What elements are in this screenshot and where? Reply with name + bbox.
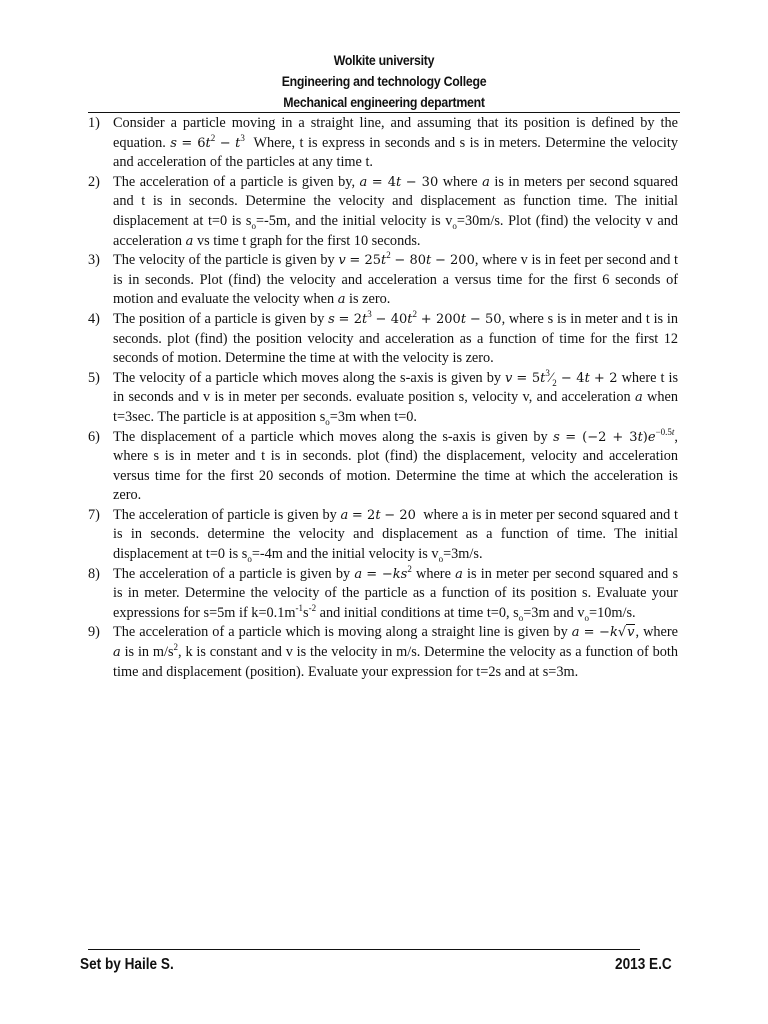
problem-text: The acceleration of particle is given by a = 2t − 20 where a is in meter per second squared and t is in seconds. determine the velocity and displacement as a function of time. The initial displacement at t=0 is $s_o=-4m$ and the initial velocity is $v_o=3m/s$. [113, 506, 678, 564]
problem-number: 5) [88, 369, 100, 386]
problem-number: 9) [88, 624, 100, 641]
department-name: Mechanical engineering department [283, 94, 485, 110]
problem-text: The position of a particle is given by $s = 2t^3 - 40t^2 + 200t - 50$, where s is in meter and t is in seconds. plot (find) the position velocity and acceleration as a function of time for the first 12 seconds of motion. Determine the time at with the velocity is zero. [113, 309, 678, 367]
problem-item [88, 623, 678, 682]
problem-item [88, 565, 678, 624]
problem-text: The velocity of the particle is given by $v = 25t^2 - 80t - 200$, where v is in feet per second and t is in seconds. Plot (find) the velocity and acceleration a versus time for the first 6 seconds of motion and evaluate the velocity when a is zero. [113, 250, 679, 308]
header-divider [88, 112, 680, 113]
university-name: Wolkite university [333, 52, 435, 68]
problem-item [88, 428, 678, 506]
problem-item [88, 114, 678, 173]
problem-number: 3) [88, 252, 100, 269]
problem-text: The velocity of a particle which moves along the s-axis is given by $v = 5t^3⁄_2 - 4t + 2$ where t is in seconds and v is in meter per seconds. evaluate position s, velocity v, and acceleration a when t=3sec. The particle is at apposition $s_o=3m$ when t=0. [113, 367, 679, 427]
problem-item [88, 506, 678, 565]
footer-divider [88, 949, 640, 950]
problem-text: The acceleration of a particle is given by $a = -ks^2$ where a is in meter per second squared and s is in meter. Determine the velocity of the particle as a function of its position s. Evaluate your expressions for s=5m if $k=0.1m^{-1}s^{-2}$ and initial conditions at time t=0, $s_o=3m$ and $v_o=10m/s$. [113, 563, 679, 623]
problem-text: The acceleration of a particle which is moving along a straight line is given by a = −k√v, where a is in $m/s^2$, k is constant and v is the velocity in m/s. Determine the velocity as a function of both time and displacement (position). Evaluate your expression for t=2s and at s=3m. [113, 624, 678, 680]
college-name: Engineering and technology College [281, 73, 487, 89]
problem-number: 4) [88, 310, 100, 327]
problem-item [88, 251, 678, 310]
problem-list [88, 114, 678, 682]
academic-year: 2013 E.C [615, 956, 672, 973]
problem-number: 6) [88, 428, 100, 445]
problem-item [88, 310, 678, 369]
problem-text: The displacement of a particle which moves along the s-axis is given by $s = (-2 + 3t)e^{-0.5t}$, where s is in meter and t is in seconds. plot (find) the displacement, velocity and acceleration versus time for the first 20 seconds of motion. Determine the time at which the acceleration is zero. [113, 426, 678, 504]
author-credit: Set by Haile S. [80, 956, 174, 973]
problem-item [88, 173, 678, 251]
problem-number: 8) [88, 565, 100, 582]
problem-number: 2) [88, 173, 100, 190]
document-header [46, 50, 722, 113]
problem-item [88, 369, 678, 428]
problem-text: Consider a particle moving in a straight line, and assuming that its position is defined by the equation. $s = 6t^2 - t^3$ Where, t is express in seconds and s is in meters. Determine the velocity and acceleration of the particles at any time t. [113, 115, 679, 171]
problem-number: 1) [88, 115, 100, 131]
problem-text: The acceleration of a particle is given by, a = 4t − 30 where a is in meters per second squared and t is in seconds. Determine the velocity and displacement as function time. The initial displacement at t=0 is $s_o=-5m$, and the initial velocity is $v_o=30m/s$. Plot (find) the velocity v and acceleration a vs time t graph for the first 10 seconds. [113, 173, 679, 249]
problem-number: 7) [88, 506, 100, 523]
